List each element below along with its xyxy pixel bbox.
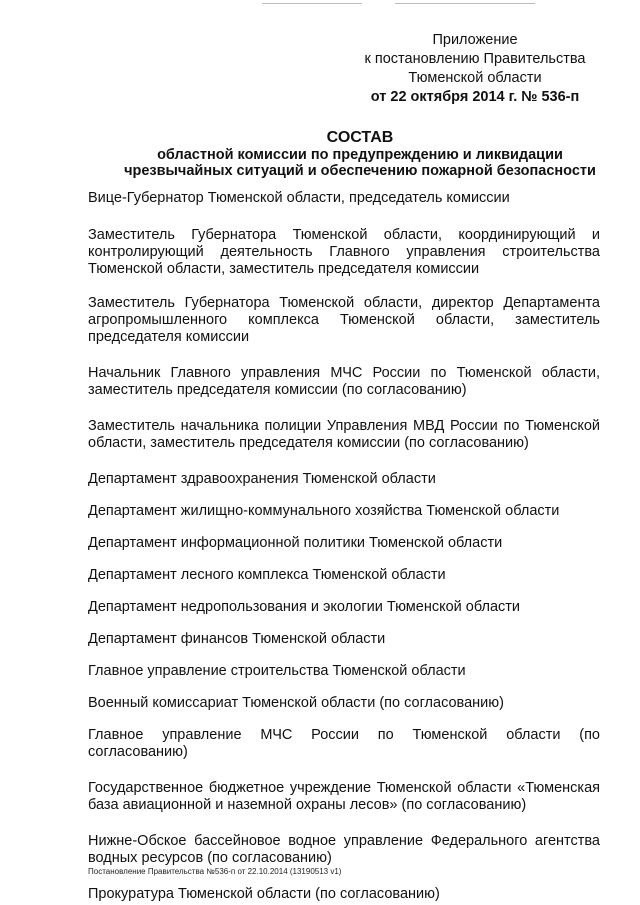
member-item: Военный комиссариат Тюменской области (по согласованию) xyxy=(88,695,504,711)
member-item: Главное управление строительства Тюменской области xyxy=(88,663,466,679)
member-item: Департамент информационной политики Тюменской области xyxy=(88,535,503,551)
member-item: Главное управление МЧС России по Тюменской области (по согласованию) xyxy=(88,727,600,760)
appendix-label: Приложение xyxy=(432,32,518,48)
member-item: Начальник Главного управления МЧС России по Тюменской области, заместитель председателя комиссии (по согласованию) xyxy=(88,365,600,398)
member-item: Заместитель Губернатора Тюменской области, координирующий и контролирующий деятельность Главного управления строительства Тюменской области, заместитель председателя комиссии xyxy=(88,227,600,277)
members-list xyxy=(88,190,600,903)
member-item: Заместитель начальника полиции Управления МВД России по Тюменской области, заместитель председателя комиссии (по согласованию) xyxy=(88,418,600,451)
member-item: Департамент финансов Тюменской области xyxy=(88,631,386,647)
member-item: Департамент здравоохранения Тюменской области xyxy=(88,471,436,487)
appendix-date-number: от 22 октября 2014 г. № 536-п xyxy=(370,89,580,105)
appendix-reference: к постановлению Правительства xyxy=(364,51,586,67)
member-item: Департамент жилищно-коммунального хозяйства Тюменской области xyxy=(88,503,560,519)
member-item: Государственное бюджетное учреждение Тюменской области «Тюменская база авиационной и наземной охраны лесов» (по согласованию) xyxy=(88,780,600,813)
scan-edge-line xyxy=(262,3,362,4)
member-item: Нижне-Обское бассейновое водное управление Федерального агентства водных ресурсов (по согласованию) xyxy=(88,833,600,866)
appendix-region: Тюменской области xyxy=(408,70,542,86)
heading-subtitle-line-2: чрезвычайных ситуаций и обеспечению пожарной безопасности xyxy=(124,163,596,179)
document-heading xyxy=(60,128,640,179)
heading-subtitle-line-1: областной комиссии по предупреждению и ликвидации xyxy=(157,147,563,163)
appendix-block xyxy=(340,31,610,107)
scan-edge-line xyxy=(395,3,535,4)
member-item: Прокуратура Тюменской области (по согласованию) xyxy=(88,886,440,902)
member-item: Департамент недропользования и экологии Тюменской области xyxy=(88,599,521,615)
heading-title: СОСТАВ xyxy=(326,129,394,146)
member-item: Вице-Губернатор Тюменской области, председатель комиссии xyxy=(88,190,510,206)
member-item: Заместитель Губернатора Тюменской области, директор Департамента агропромышленного комплекса Тюменской области, заместитель председателя комиссии xyxy=(88,295,600,345)
document-footer: Постановление Правительства №536-п от 22.10.2014 (13190513 v1) xyxy=(88,867,342,876)
member-item: Департамент лесного комплекса Тюменской области xyxy=(88,567,446,583)
